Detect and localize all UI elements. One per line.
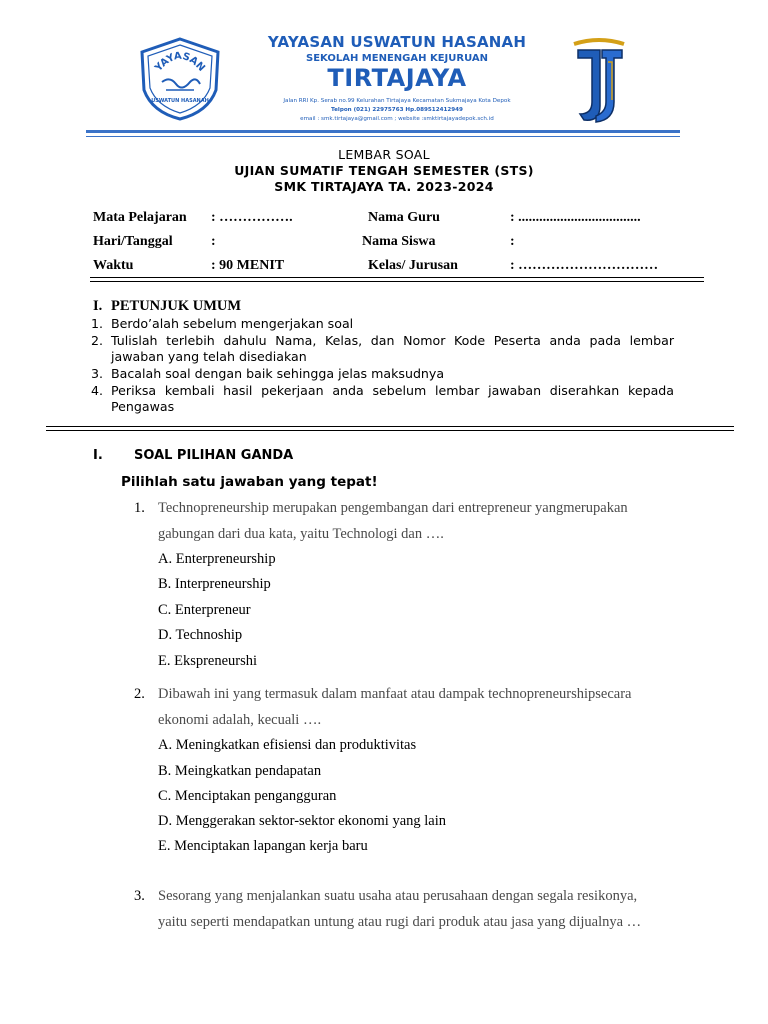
petunjuk-item-text-cont: jawaban yang telah disediakan bbox=[111, 349, 307, 364]
petunjuk-item-num: 2. bbox=[91, 333, 104, 348]
answer-option-c: C. Menciptakan pengangguran bbox=[158, 788, 337, 804]
question-text-cont: ekonomi adalah, kecuali …. bbox=[158, 712, 322, 728]
letterhead-rule-thin bbox=[86, 136, 680, 137]
siswa-value: : bbox=[510, 234, 515, 249]
answer-option-a: A. Meningkatkan efisiensi dan produktivitas bbox=[158, 737, 417, 753]
section-rule-top bbox=[46, 426, 734, 427]
waktu-value: : 90 MENIT bbox=[211, 258, 285, 273]
mapel-label: Mata Pelajaran bbox=[93, 210, 187, 225]
soal-instruction: Pilihlah satu jawaban yang tepat! bbox=[121, 474, 378, 490]
title-school-year: SMK TIRTAJAYA TA. 2023-2024 bbox=[274, 179, 494, 194]
logo-left-caption: USWATUN HASANAH bbox=[151, 98, 209, 104]
petunjuk-item-text: Tulislah terlebih dahulu Nama, Kelas, dan Nomor Kode Peserta anda pada lembar bbox=[111, 333, 674, 348]
guru-value: : ................................... bbox=[510, 210, 641, 225]
guru-label: Nama Guru bbox=[368, 210, 440, 225]
info-rule-bottom bbox=[90, 281, 704, 282]
soal-section-title: SOAL PILIHAN GANDA bbox=[134, 448, 294, 463]
petunjuk-heading: PETUNJUK UMUM bbox=[111, 298, 242, 314]
school-name: TIRTAJAYA bbox=[327, 64, 467, 92]
yayasan-logo bbox=[136, 36, 224, 122]
org-subtitle: SEKOLAH MENENGAH KEJURUAN bbox=[306, 53, 488, 64]
question-text: Dibawah ini yang termasuk dalam manfaat atau dampak technopreneurshipsecara bbox=[158, 686, 632, 702]
org-name: YAYASAN USWATUN HASANAH bbox=[267, 33, 527, 51]
answer-option-c: C. Enterpreneur bbox=[158, 602, 251, 618]
petunjuk-heading-num: I. bbox=[93, 298, 103, 314]
answer-option-e: E. Ekspreneurshi bbox=[158, 653, 258, 669]
hari-label: Hari/Tanggal bbox=[93, 234, 173, 249]
kelas-value: : ………………………… bbox=[510, 258, 659, 273]
petunjuk-item-num: 3. bbox=[91, 366, 104, 381]
answer-option-e: E. Menciptakan lapangan kerja baru bbox=[158, 838, 368, 854]
question-number: 3. bbox=[134, 888, 145, 904]
answer-option-a: A. Enterpreneurship bbox=[158, 551, 276, 567]
question-number: 1. bbox=[134, 500, 145, 516]
answer-option-d: D. Technoship bbox=[158, 627, 243, 643]
title-lembar-soal: LEMBAR SOAL bbox=[338, 147, 430, 162]
question-text: Technopreneurship merupakan pengembangan dari entrepreneur yangmerupakan bbox=[158, 500, 628, 516]
answer-option-d: D. Menggerakan sektor-sektor ekonomi yang lain bbox=[158, 813, 447, 829]
answer-option-b: B. Meingkatkan pendapatan bbox=[158, 763, 322, 779]
answer-option-b: B. Interpreneurship bbox=[158, 576, 271, 592]
mapel-value: : ……………. bbox=[211, 210, 293, 225]
school-email: email : smk.tirtajaya@gmail.com ; website :smktirtajayadepok.sch.id bbox=[300, 116, 494, 122]
petunjuk-item-num: 4. bbox=[91, 383, 104, 398]
school-phone: Telpon (021) 22975763 Hp.089512412949 bbox=[331, 107, 463, 113]
siswa-label: Nama Siswa bbox=[362, 234, 436, 249]
petunjuk-item-text: Bacalah soal dengan baik sehingga jelas maksudnya bbox=[111, 366, 445, 381]
kelas-label: Kelas/ Jurusan bbox=[368, 258, 458, 273]
waktu-label: Waktu bbox=[93, 258, 134, 273]
question-number: 2. bbox=[134, 686, 145, 702]
question-text: Sesorang yang menjalankan suatu usaha atau perusahaan dengan segala resikonya, bbox=[158, 888, 638, 904]
question-text-cont: yaitu seperti mendapatkan untung atau rugi dari produk atau jasa yang dijualnya … bbox=[158, 914, 642, 930]
section-rule-bottom bbox=[46, 430, 734, 431]
logo-left-text: YAYASAN bbox=[153, 50, 207, 74]
school-address: Jalan RRI Kp. Serab no.99 Kelurahan Tirtajaya Kecamatan Sukmajaya Kota Depok bbox=[283, 98, 511, 104]
petunjuk-item-text-cont: Pengawas bbox=[111, 399, 175, 414]
info-rule-top bbox=[90, 277, 704, 278]
petunjuk-item-num: 1. bbox=[91, 316, 104, 331]
question-text-cont: gabungan dari dua kata, yaitu Technologi dan …. bbox=[158, 526, 444, 542]
letterhead-rule-thick bbox=[86, 130, 680, 133]
petunjuk-item-text: Periksa kembali hasil pekerjaan anda sebelum lembar jawaban diserahkan kepada bbox=[111, 383, 674, 398]
soal-section-num: I. bbox=[93, 448, 103, 463]
hari-value: : bbox=[211, 234, 216, 249]
petunjuk-item-text: Berdo’alah sebelum mengerjakan soal bbox=[111, 316, 354, 331]
title-exam: UJIAN SUMATIF TENGAH SEMESTER (STS) bbox=[234, 163, 534, 178]
tirtajaya-logo bbox=[566, 36, 632, 126]
